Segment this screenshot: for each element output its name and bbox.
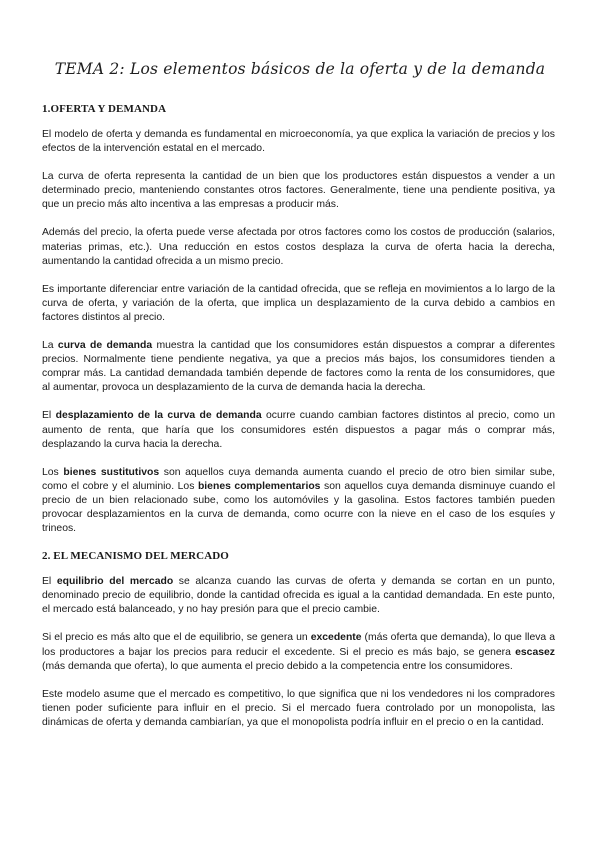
term-desplazamiento: desplazamiento de la curva de demanda bbox=[55, 410, 262, 422]
paragraph-curva-oferta: La curva de oferta representa la cantidad de un bien que los productores están dispuestos a vender a un determinado precio, manteniendo constantes otros factores. Generalmente, tiene una pendiente positiva, ya que un precio más alto incentiva a las empresas a producir más. bbox=[42, 171, 555, 211]
paragraph-variacion-oferta: Es importante diferenciar entre variación de la cantidad ofrecida, que se refleja en movimientos a lo largo de la curva de oferta, y variación de la oferta, que implica un desplazamiento de la curva debido a cambios en factores distintos al precio. bbox=[42, 283, 555, 323]
term-escasez: escasez bbox=[515, 646, 555, 658]
section-heading-mecanismo-mercado: 2. EL MECANISMO DEL MERCADO bbox=[42, 550, 229, 563]
paragraph-intro: El modelo de oferta y demanda es fundamental en microeconomía, ya que explica la variación de precios y los efectos de la intervención estatal en el mercado. bbox=[42, 129, 555, 155]
paragraph-bienes: Los bienes sustitutivos son aquellos cuya demanda aumenta cuando el precio de otro bien similar sube, como el cobre y el aluminio. Los bienes complementarios son aquellos cuya demanda disminuye cuando el precio de un bien relacionado sube, como los automóviles y la gasolina. Estos factores también pueden provocar desplazamientos en la curva de demanda, como ocurre con la nieve en el caso de los esquíes y trineos. bbox=[42, 466, 556, 535]
term-excedente: excedente bbox=[310, 632, 362, 644]
paragraph-excedente-escasez: Si el precio es más alto que el de equilibrio, se genera un excedente (más oferta que demanda), lo que lleva a los productores a bajar los precios para reducir el excedente. Si el precio es más bajo, se genera escasez (más demanda que oferta), lo que aumenta el precio debido a la competencia entre los consumidores. bbox=[42, 632, 556, 672]
paragraph-desplazamiento-demanda: El desplazamiento de la curva de demanda ocurre cuando cambian factores distintos al precio, como un aumento de renta, que haría que los consumidores estén dispuestos a pagar más o comprar más, desplazando la curva hacia la derecha. bbox=[42, 410, 555, 450]
paragraph-curva-demanda: La curva de demanda muestra la cantidad que los consumidores están dispuestos a comprar a diferentes precios. Normalmente tiene pendiente negativa, ya que a precios más bajos, los consumidores tienden a comprar más. La cantidad demandada también depende de factores como la renta de los consumidores, que al aumentar, provoca un desplazamiento de la curva de demanda hacia la derecha. bbox=[42, 340, 555, 394]
term-bienes-complementarios: bienes complementarios bbox=[197, 480, 321, 492]
term-equilibrio: equilibrio del mercado bbox=[56, 576, 174, 588]
paragraph-equilibrio: El equilibrio del mercado se alcanza cuando las curvas de oferta y demanda se cortan en un punto, denominado precio de equilibrio, donde la cantidad ofrecida es igual a la cantidad demandada. En este punto, el mercado está balanceado, y no hay presión para que el precio cambie. bbox=[42, 576, 555, 616]
paragraph-factores-oferta: Además del precio, la oferta puede verse afectada por otros factores como los costos de producción (salarios, materias primas, etc.). Una reducción en estos costos desplaza la curva de oferta hacia la derecha, aumentando la cantidad ofrecida a un mismo precio. bbox=[42, 227, 555, 267]
document-body bbox=[42, 103, 555, 744]
paragraph-competencia: Este modelo asume que el mercado es competitivo, lo que significa que ni los vendedores ni los compradores tienen poder suficiente para influir en el precio. Si el mercado fuera controlado por un monopolista, las dinámicas de oferta y demanda cambiarían, ya que el monopolista podría influir en el precio o en la cantidad. bbox=[42, 688, 555, 728]
section-heading-oferta-demanda: 1.OFERTA Y DEMANDA bbox=[42, 103, 167, 115]
page-title: TEMA 2: Los elementos básicos de la oferta y de la demanda bbox=[54, 60, 546, 78]
term-bienes-sustitutivos: bienes sustitutivos bbox=[63, 466, 160, 478]
term-curva-demanda: curva de demanda bbox=[57, 340, 153, 352]
